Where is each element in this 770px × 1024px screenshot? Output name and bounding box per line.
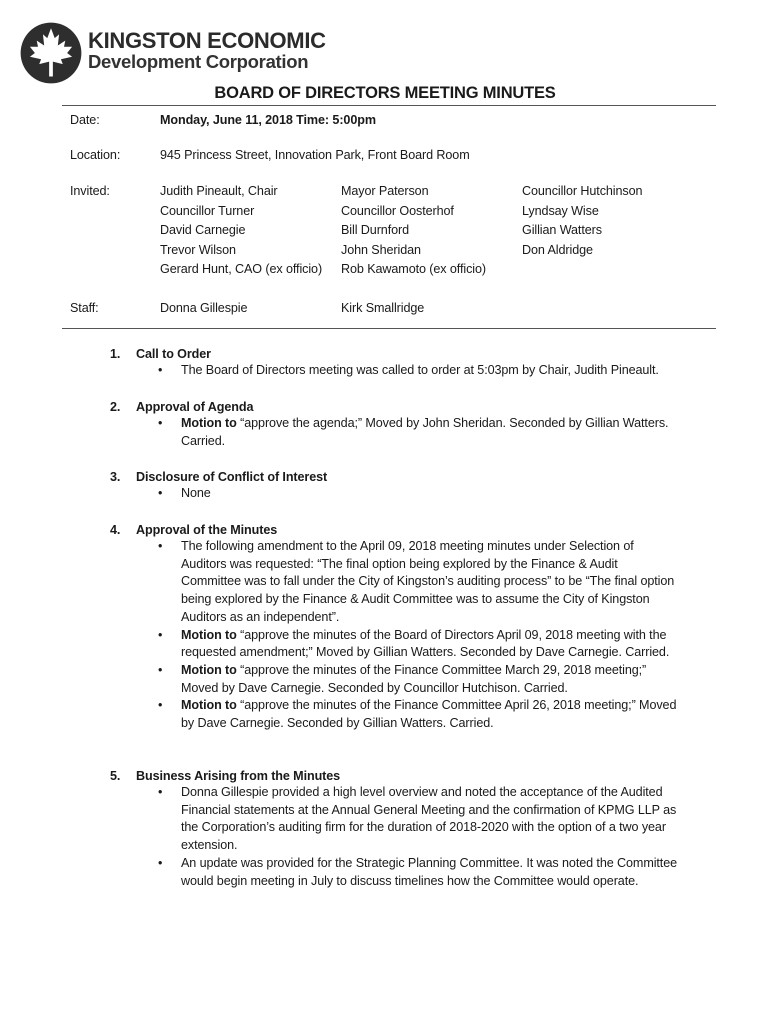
- org-name: [88, 30, 326, 72]
- invited-name: Councillor Turner: [160, 203, 255, 218]
- invited-name: Judith Pineault, Chair: [160, 184, 278, 198]
- section-disclosure: [110, 470, 710, 503]
- meta-divider: [62, 328, 716, 329]
- org-name-line1: KINGSTON ECONOMIC: [88, 28, 326, 53]
- invited-name: Councillor Oosterhof: [341, 203, 454, 218]
- location-value: 945 Princess Street, Innovation Park, Front Board Room: [160, 148, 470, 162]
- date-value: Monday, June 11, 2018 Time: 5:00pm: [160, 113, 376, 127]
- list-item: • Motion to “approve the minutes of the Finance Committee April 26, 2018 meeting;” Moved by Dave Carnegie. Seconded by Gillian Watters. Carried.: [158, 698, 677, 731]
- date-label: Date:: [70, 113, 100, 127]
- item-text: None: [181, 486, 211, 500]
- item-bold-lead: Motion to: [181, 662, 237, 677]
- section-business-arising: [110, 769, 710, 890]
- list-item: • Motion to “approve the agenda;” Moved by John Sheridan. Seconded by Gillian Watters. Carried.: [158, 416, 669, 448]
- item-text: “approve the minutes of the Finance Committee April 26, 2018 meeting;” Moved by Dave Carnegie. Seconded by Gillian Watters. Carried.: [181, 698, 677, 731]
- list-item: • An update was provided for the Strategic Planning Committee. It was noted the Committee would begin meeting in July to discuss timelines how the Committee would operate.: [158, 855, 678, 888]
- item-bold-lead: Motion to: [181, 416, 237, 430]
- section-number: 5.: [110, 769, 121, 783]
- section-title: Disclosure of Conflict of Interest: [136, 470, 328, 484]
- title-divider: [62, 105, 716, 106]
- invited-name: Bill Durnford: [341, 223, 409, 237]
- staff-label: Staff:: [70, 301, 99, 315]
- section-title: Call to Order: [136, 347, 211, 361]
- item-bold-lead: Motion to: [181, 698, 237, 713]
- invited-label: Invited:: [70, 184, 110, 198]
- staff-name: Kirk Smallridge: [341, 301, 425, 315]
- invited-name: John Sheridan: [341, 242, 421, 257]
- list-item: • The Board of Directors meeting was called to order at 5:03pm by Chair, Judith Pineault.: [158, 363, 659, 377]
- section-number: 1.: [110, 347, 121, 361]
- invited-name: David Carnegie: [160, 223, 246, 237]
- item-text: The Board of Directors meeting was called to order at 5:03pm by Chair, Judith Pineault.: [181, 363, 659, 377]
- list-item: • The following amendment to the April 09, 2018 meeting minutes under Selection of Auditors was requested: “The final option being explored by the Finance & Audit Committee was to fall under the City of Kingston’s auditing process” to be “The final option being explored by the Finance & Audit Committee was to assume the City of Kingston Auditors as an independent”.: [158, 539, 675, 624]
- section-approval-of-minutes: [110, 523, 710, 733]
- invited-name: Mayor Paterson: [341, 184, 429, 198]
- list-item: • Motion to “approve the minutes of the Finance Committee March 29, 2018 meeting;” Moved by Dave Carnegie. Seconded by Councillor Hutchison. Carried.: [158, 662, 647, 695]
- section-approval-of-agenda: [110, 400, 710, 450]
- section-title: Approval of the Minutes: [136, 523, 278, 537]
- invited-name: Rob Kawamoto (ex officio): [341, 262, 486, 276]
- page-title: BOARD OF DIRECTORS MEETING MINUTES: [214, 84, 556, 102]
- invited-name: Trevor Wilson: [160, 242, 236, 257]
- item-text: The following amendment to the April 09, 2018 meeting minutes under Selection of Auditors was requested: “The final option being explored by the Finance & Audit Committee was to fall under the City of Kingston’s auditing process” to be “The final option being explored by the Finance & Audit Committee was to assume the City of Kingston Auditors as an independent”.: [181, 539, 675, 624]
- item-text: “approve the agenda;” Moved by John Sheridan. Seconded by Gillian Watters. Carried.: [181, 416, 669, 448]
- invited-name: Don Aldridge: [522, 242, 593, 257]
- section-call-to-order: [110, 347, 710, 380]
- item-bold-lead: Motion to: [181, 627, 237, 642]
- item-text: “approve the minutes of the Finance Committee March 29, 2018 meeting;” Moved by Dave Carnegie. Seconded by Councillor Hutchison. Carried.: [181, 662, 647, 695]
- section-number: 4.: [110, 523, 121, 537]
- list-item: • None: [158, 486, 211, 500]
- list-item: • Motion to “approve the minutes of the Board of Directors April 09, 2018 meeting with the requested amendment;” Moved by Gillian Watters. Seconded by Dave Carnegie. Carried.: [158, 627, 670, 660]
- maple-leaf-logo-icon: [20, 22, 82, 84]
- invited-name: Gerard Hunt, CAO (ex officio): [160, 262, 323, 276]
- item-text: An update was provided for the Strategic Planning Committee. It was noted the Committee would begin meeting in July to discuss timelines how the Committee would operate.: [181, 855, 678, 888]
- section-title: Business Arising from the Minutes: [136, 769, 341, 783]
- staff-name: Donna Gillespie: [160, 301, 248, 315]
- invited-name: Gillian Watters: [522, 223, 602, 237]
- invited-name: Lyndsay Wise: [522, 203, 599, 218]
- org-name-line2: Development Corporation: [88, 51, 309, 72]
- section-number: 3.: [110, 470, 121, 484]
- section-number: 2.: [110, 400, 121, 414]
- item-text: Donna Gillespie provided a high level overview and noted the acceptance of the Audited Financial statements at the Annual General Meeting and the confirmation of KPMG LLP as the Corporation’s auditing firm for the duration of 2018-2020 with the option of a two year extension.: [181, 785, 677, 853]
- section-title: Approval of Agenda: [136, 400, 254, 414]
- location-label: Location:: [70, 148, 121, 162]
- list-item: • Donna Gillespie provided a high level overview and noted the acceptance of the Audited Financial statements at the Annual General Meeting and the confirmation of KPMG LLP as the Corporation’s auditing firm for the duration of 2018-2020 with the option of a two year extension.: [158, 785, 677, 853]
- invited-name: Councillor Hutchinson: [522, 184, 643, 198]
- item-text: “approve the minutes of the Board of Directors April 09, 2018 meeting with the requested amendment;” Moved by Gillian Watters. Seconded by Dave Carnegie. Carried.: [181, 627, 670, 660]
